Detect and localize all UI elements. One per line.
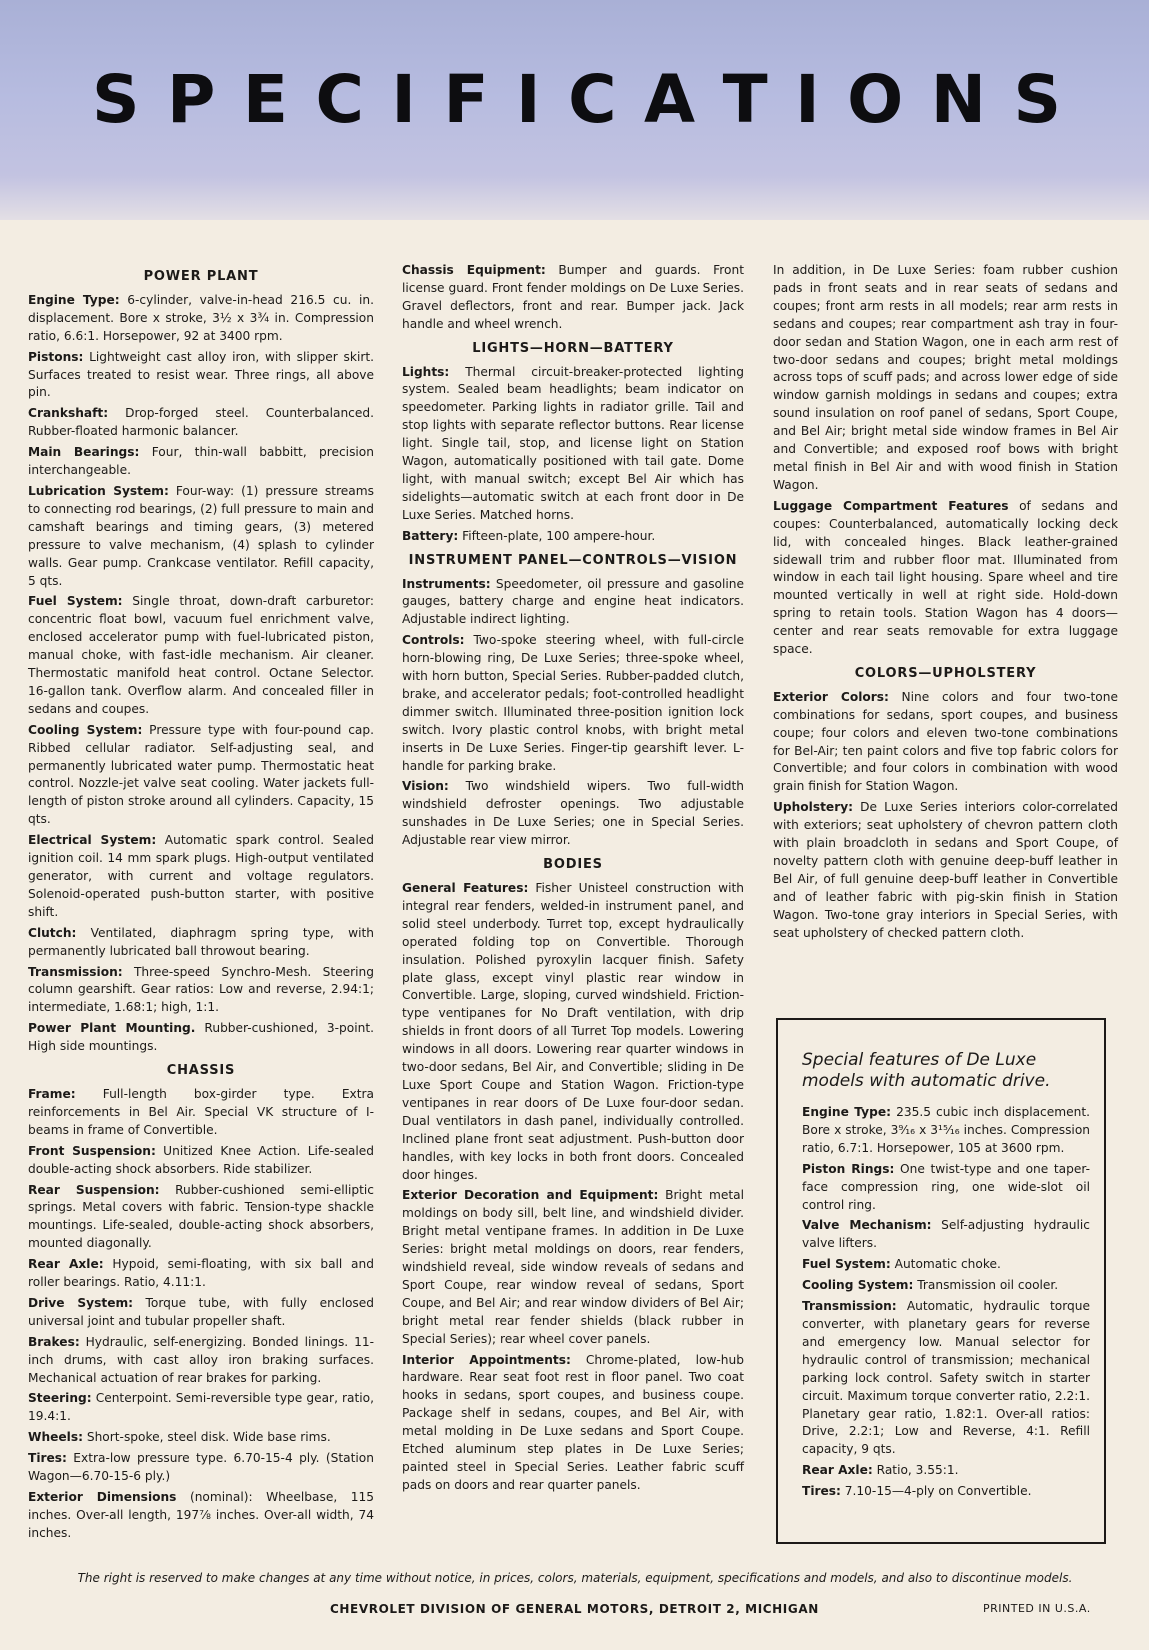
spec-entry [802, 1104, 1090, 1158]
spec-entry [802, 1217, 1090, 1253]
spec-text: Rubber-cushioned, 3-point. High side mountings. [28, 1021, 374, 1054]
spec-term: Transmission: [28, 964, 123, 979]
title-letter: A [643, 61, 696, 138]
column-3 [773, 262, 1118, 946]
spec-text: Fifteen-plate, 100 ampere-hour. [458, 528, 656, 543]
spec-text: 6-cylinder, valve-in-head 216.5 cu. in. displacement. Bore x stroke, 3½ x 3¾ in. Compression ratio, 6.6:1. Horsepower, 92 at 3400 rpm. [28, 292, 374, 343]
spec-term: Exterior Dimensions [28, 1490, 177, 1504]
title-letter: C [568, 61, 617, 138]
spec-text: Three-speed Synchro-Mesh. Steering column gearshift. Gear ratios: Low and reverse, 2.94:1; intermediate, 1.68:1; high, 1:1. [28, 964, 374, 1015]
spec-term: Drive System: [28, 1295, 134, 1310]
section-heading: LIGHTS—HORN—BATTERY [472, 340, 674, 356]
spec-text: Bumper and guards. Front license guard. Front fender moldings on De Luxe Series. Gravel deflectors, front and rear. Bumper jack. Jack handle and wheel wrench. [402, 263, 745, 331]
spec-entry [28, 1429, 374, 1447]
spec-term: Cooling System: [28, 722, 143, 737]
spec-text: Full-length box-girder type. Extra reinforcements in Bel Air. Special VK structure of I-beams in frame of Convertible. [28, 1086, 374, 1137]
title-letter: I [795, 61, 820, 138]
spec-text: Drop-forged steel. Counterbalanced. Rubber-floated harmonic balancer. [28, 406, 374, 439]
spec-term: Exterior Decoration and Equipment: [402, 1188, 659, 1203]
deluxe-box-entries [802, 1104, 1090, 1501]
spec-text: Centerpoint. Semi-reversible type gear, ratio, 19.4:1. [28, 1391, 374, 1424]
spec-term: Front Suspension: [28, 1143, 156, 1158]
spec-entry [402, 632, 744, 775]
spec-entry [28, 292, 374, 346]
spec-text: Four, thin-wall babbitt, precision interchangeable. [28, 445, 374, 478]
spec-text: One twist-type and one taper-face compression ring, one wide-slot oil control ring. [802, 1161, 1091, 1212]
spec-text: Self-adjusting hydraulic valve lifters. [802, 1218, 1091, 1251]
spec-term: Fuel System: [802, 1257, 891, 1272]
spec-entry [773, 262, 1118, 495]
spec-term: Vision: [402, 779, 449, 794]
spec-text: De Luxe Series interiors color-correlated with exteriors; seat upholstery of chevron pattern cloth with plain broadcloth in sedans and Sport Coupe, of novelty pattern cloth with genuine deep-buff leather in Bel Air, of full genuine deep-buff leather in Convertible and of leather fabric with pig-skin finish in Station Wagon. Two-tone gray interiors in Special Series, with seat upholstery of checked pattern cloth. [773, 800, 1118, 940]
section-heading: INSTRUMENT PANEL—CONTROLS—VISION [408, 552, 738, 568]
section-heading: POWER PLANT [143, 269, 259, 284]
spec-text: Chrome-plated, low-hub hardware. Rear seat foot rest in floor panel. Two coat hooks in sedans, sport coupes, and business coupe. Package shelf in sedans, coupes, and Bel Air, with metal molding in De Luxe sedans and Sport Coupe. Etched aluminum step plates in De Luxe Series; painted steel in Special Series. Leather fabric scuff pads on doors and rear quarter panels. [402, 1352, 744, 1492]
spec-entry [802, 1277, 1090, 1295]
spec-entry [28, 1334, 374, 1388]
page-title [0, 60, 1149, 140]
spec-text: Extra-low pressure type. 6.70-15-4 ply. (Station Wagon—6.70-15-6 ply.) [28, 1451, 374, 1484]
spec-text: 235.5 cubic inch displacement. Bore x stroke, 3⁹⁄₁₆ x 3¹⁵⁄₁₆ inches. Compression ratio, 6.7:1. Horsepower, 105 at 3600 rpm. [802, 1105, 1091, 1155]
spec-entry [402, 576, 744, 630]
spec-text: of sedans and coupes: Counterbalanced, automatically locking deck lid, with concealed hinges. Black leather-grained sidewall trim and rubber floor mat. Illuminated from window in each tail light housing. Spare wheel and tire mounted vertically in well at right side. Hold-down spring to retain tools. Station Wagon has 4 doors—center and rear seats removable for extra luggage space. [773, 498, 1118, 657]
spec-term: Rear Axle: [28, 1257, 104, 1272]
spec-term: Rear Suspension: [28, 1182, 160, 1197]
section-heading: BODIES [543, 857, 603, 873]
spec-text: Torque tube, with fully enclosed universal joint and tubular propeller shaft. [28, 1295, 374, 1328]
section-heading: COLORS—UPHOLSTERY [854, 665, 1037, 681]
spec-term: Crankshaft: [28, 406, 109, 421]
spec-entry [28, 832, 374, 922]
spec-term: Clutch: [28, 925, 77, 940]
spec-entry [28, 1182, 374, 1254]
spec-text: Ratio, 3.55:1. [872, 1463, 959, 1478]
spec-entry [28, 964, 374, 1018]
spec-text: Bright metal moldings on body sill, belt line, and windshield divider. Bright metal ventipane frames. In addition in De Luxe Series: bright metal moldings on doors, rear fenders, windshield reveal, side window reveals of sedans and Sport Coupe, rear window reveal of sedans, Sport Coupe, and Bel Air; and rear window dividers of Bel Air; bright metal rear fender shields (black rubber in Special Series); rear wheel cover panels. [402, 1188, 744, 1346]
spec-entry [28, 1086, 374, 1140]
spec-term: Frame: [28, 1086, 76, 1101]
spec-text: Ventilated, diaphragm spring type, with permanently lubricated ball throwout bearing. [28, 925, 374, 958]
spec-term: Luggage Compartment Features [773, 498, 1009, 513]
spec-term: Electrical System: [28, 833, 157, 848]
spec-term: Cooling System: [802, 1278, 914, 1293]
title-letter: I [391, 61, 416, 138]
spec-term: Lights: [402, 364, 450, 379]
spec-entry [402, 1187, 744, 1348]
title-letter: O [847, 61, 904, 138]
spec-text: Lightweight cast alloy iron, with slipper skirt. Surfaces treated to resist wear. Three rings, all above pin. [28, 349, 374, 400]
spec-term: Engine Type: [28, 292, 120, 307]
spec-term: Wheels: [28, 1430, 83, 1445]
spec-entry [28, 1020, 374, 1056]
spec-text: 7.10-15—4-ply on Convertible. [840, 1484, 1032, 1499]
spec-term: Upholstery: [773, 800, 854, 815]
spec-text: Automatic spark control. Sealed ignition coil. 14 mm spark plugs. High-output ventilated generator, with current and voltage regulators. Solenoid-operated push-button starter, with positive shift. [28, 833, 374, 919]
spec-text: Speedometer, oil pressure and gasoline gauges, battery charge and engine heat indicators. Adjustable indirect lighting. [402, 576, 744, 627]
spec-text: Transmission oil cooler. [913, 1278, 1059, 1293]
section-heading: CHASSIS [166, 1063, 236, 1079]
spec-entry [28, 1256, 374, 1292]
spec-text: Pressure type with four-pound cap. Ribbed cellular radiator. Self-adjusting seal, and permanently lubricated water pump. Thermostatic heat control. Nozzle-jet valve seat cooling. Water jackets full-length of piston stroke around all cylinders. Capacity, 15 qts. [28, 722, 374, 827]
spec-term: Steering: [28, 1391, 92, 1406]
spec-term: Fuel System: [28, 594, 123, 609]
spec-text: Nine colors and four two-tone combinations for sedans, sport coupes, and business coupe; four colors and eleven two-tone combinations for Bel-Air; ten paint colors and five top fabric colors for Convertible; and four colors in combination with wood grain finish for Station Wagon. [773, 689, 1118, 794]
title-letter: F [443, 61, 489, 138]
spec-term: Chassis Equipment: [402, 263, 546, 277]
spec-term: Tires: [28, 1451, 67, 1466]
spec-entry [802, 1483, 1090, 1501]
spec-term: Piston Rings: [802, 1161, 895, 1176]
title-letter: T [722, 61, 768, 138]
spec-text: Unitized Knee Action. Life-sealed double-acting shock absorbers. Ride stabilizer. [28, 1143, 375, 1176]
column-1 [28, 262, 374, 1546]
spec-entry [28, 1143, 374, 1179]
spec-text: Two windshield wipers. Two full-width windshield defroster openings. Two adjustable sunshades in De Luxe Series; one in Special Series. Adjustable rear view mirror. [402, 779, 744, 848]
deluxe-features-box [776, 1018, 1106, 1544]
spec-entry [773, 689, 1118, 796]
spec-term: Engine Type: [802, 1105, 891, 1119]
spec-term: Transmission: [802, 1299, 897, 1314]
spec-entry [28, 1295, 374, 1331]
spec-term: Rear Axle: [802, 1463, 873, 1478]
spec-entry [402, 528, 744, 546]
spec-term: Controls: [402, 633, 465, 648]
spec-entry [402, 262, 744, 334]
disclaimer-footnote: The right is reserved to make changes at any time without notice, in prices, colors, materials, equipment, specifications and models, and also to discontinue models. [77, 1571, 1073, 1585]
spec-term: Lubrication System: [28, 483, 169, 498]
spec-term: Main Bearings: [28, 445, 140, 460]
spec-entry [773, 498, 1118, 659]
spec-term: Exterior Colors: [773, 689, 889, 704]
title-letter: S [92, 61, 140, 138]
spec-term: Interior Appointments: [402, 1352, 571, 1367]
spec-term: Brakes: [28, 1334, 80, 1349]
spec-text: Fisher Unisteel construction with integral rear fenders, welded-in instrument panel, and solid steel underbody. Turret top, except hydraulically operated folding top on Convertible. Thorough insulation. Polished pyroxylin lacquer finish. Safety plate glass, except vinyl plastic rear window in Convertible. Large, sloping, curved windshield. Friction-type ventipanes for No Draft ventilation, with drip shields in front doors of all Turret Top models. Lowering windows in all doors. Lowering rear quarter windows in two-door sedans, Bel Air, and Convertible; sliding in De Luxe Sport Coupe and Station Wagon. Friction-type ventipanes in rear doors of De Luxe four-door sedan. Dual ventilators in dash panel, individually controlled. Inclined plane front seat adjustment. Push-button door handles, with key locks in both front doors. Concealed door hinges. [402, 881, 744, 1182]
spec-entry [28, 1390, 374, 1426]
spec-term: General Features: [402, 881, 529, 895]
spec-text: In addition, in De Luxe Series: foam rubber cushion pads in front seats and in rear seats of sedans and coupes; front arm rests in all models; rear arm rests in sedans and coupes; rear compartment ash tray in four-door sedan and Station Wagon, one in each arm rest of two-door sedans and coupes; bright metal moldings across tops of scuff pads; and across lower edge of side window garnish moldings in sedans and coupes; extra sound insulation on roof panel of sedans, Sport Coupe, and Bel Air; bright metal side window frames in Bel Air and Convertible; and exposed roof bows with bright metal finish in Bel Air and with wood finish in Station Wagon. [773, 263, 1118, 492]
title-letter: E [242, 61, 288, 138]
spec-entry [802, 1161, 1090, 1215]
spec-entry [402, 778, 744, 850]
spec-entry [402, 364, 744, 525]
spec-text: Hypoid, semi-floating, with six ball and roller bearings. Ratio, 4.11:1. [28, 1257, 374, 1290]
spec-entry [28, 349, 374, 403]
spec-text: (nominal): Wheelbase, 115 inches. Over-all length, 197⅞ inches. Over-all width, 74 inches. [28, 1490, 374, 1540]
spec-text: Single throat, down-draft carburetor: concentric float bowl, vacuum fuel enrichment valve, enclosed accelerator pump with fuel-lubricated piston, manual choke, with fast-idle mechanism. Air cleaner. Thermostatic manifold heat control. Octane Selector. 16-gallon tank. Overflow alarm. And concealed filler in sedans and coupes. [28, 594, 374, 716]
spec-entry [28, 483, 374, 590]
spec-entry [28, 1450, 374, 1486]
spec-text: Two-spoke steering wheel, with full-circle horn-blowing ring, De Luxe Series; three-spoke wheel, with horn button, Special Series. Rubber-padded clutch, brake, and accelerator pedals; foot-controlled headlight dimmer switch. Illuminated three-position ignition lock switch. Ivory plastic control knobs, with bright metal inserts in De Luxe Series. Finger-tip gearshift lever. L-handle for parking brake. [402, 633, 744, 773]
spec-entry [773, 799, 1118, 942]
spec-term: Power Plant Mounting. [28, 1021, 196, 1036]
column-2 [402, 262, 744, 1498]
spec-entry [28, 722, 374, 829]
spec-text: Hydraulic, self-energizing. Bonded linings. 11-inch drums, with cast alloy iron braking surfaces. Mechanical actuation of rear brakes for parking. [28, 1334, 374, 1385]
title-letter: S [1013, 61, 1061, 138]
footer-publisher: CHEVROLET DIVISION OF GENERAL MOTORS, DETROIT 2, MICHIGAN [330, 1602, 819, 1616]
spec-term: Instruments: [402, 576, 491, 591]
spec-term: Battery: [402, 528, 459, 543]
spec-entry [802, 1298, 1090, 1459]
title-letter: P [167, 61, 216, 138]
spec-entry [28, 444, 374, 480]
spec-entry [402, 1352, 744, 1495]
title-letter: C [315, 61, 364, 138]
spec-term: Valve Mechanism: [802, 1218, 932, 1233]
spec-entry [28, 925, 374, 961]
footer-printed: PRINTED IN U.S.A. [983, 1602, 1091, 1615]
spec-entry [28, 593, 374, 718]
spec-text: Rubber-cushioned semi-elliptic springs. Metal covers with fabric. Tension-type shackle mountings. Life-sealed, double-acting shock absorbers, mounted diagonally. [28, 1182, 375, 1251]
spec-entry [802, 1462, 1090, 1480]
spec-text: Short-spoke, steel disk. Wide base rims. [82, 1430, 331, 1445]
spec-entry [802, 1256, 1090, 1274]
spec-term: Tires: [802, 1484, 841, 1499]
title-letter: N [930, 61, 986, 138]
spec-entry [28, 1489, 374, 1543]
spec-text: Four-way: (1) pressure streams to connecting rod bearings, (2) full pressure to main and camshaft bearings and timing gears, (3) metered pressure to valve mechanism, (4) splash to cylinder walls. Gear pump. Crankcase ventilator. Refill capacity, 5 qts. [28, 483, 374, 588]
spec-term: Pistons: [28, 349, 84, 364]
spec-entry [402, 880, 744, 1184]
title-letter: I [516, 61, 541, 138]
spec-text: Thermal circuit-breaker-protected lighting system. Sealed beam headlights; beam indicator on speedometer. Parking lights in radiator grille. Tail and stop lights with separate reflector buttons. Rear license light. Single tail, stop, and license light on Station Wagon, automatically positioned with tail gate. Dome light, with manual switch; except Bel Air which has sidelights—automatic switch at each front door in De Luxe Series. Matched horns. [402, 364, 744, 522]
spec-text: Automatic, hydraulic torque converter, with planetary gears for reverse and emergency low. Manual selector for hydraulic control of transmission; mechanical parking lock control. Safety switch in starter circuit. Maximum torque converter ratio, 2.2:1. Planetary gear ratio, 1.82:1. Over-all ratios: Drive, 2.2:1; Low and Reverse, 4:1. Refill capacity, 9 qts. [802, 1299, 1090, 1457]
spec-entry [28, 405, 374, 441]
spec-text: Automatic choke. [890, 1257, 1001, 1272]
deluxe-box-title: Special features of De Luxe models with automatic drive. [802, 1050, 1051, 1091]
